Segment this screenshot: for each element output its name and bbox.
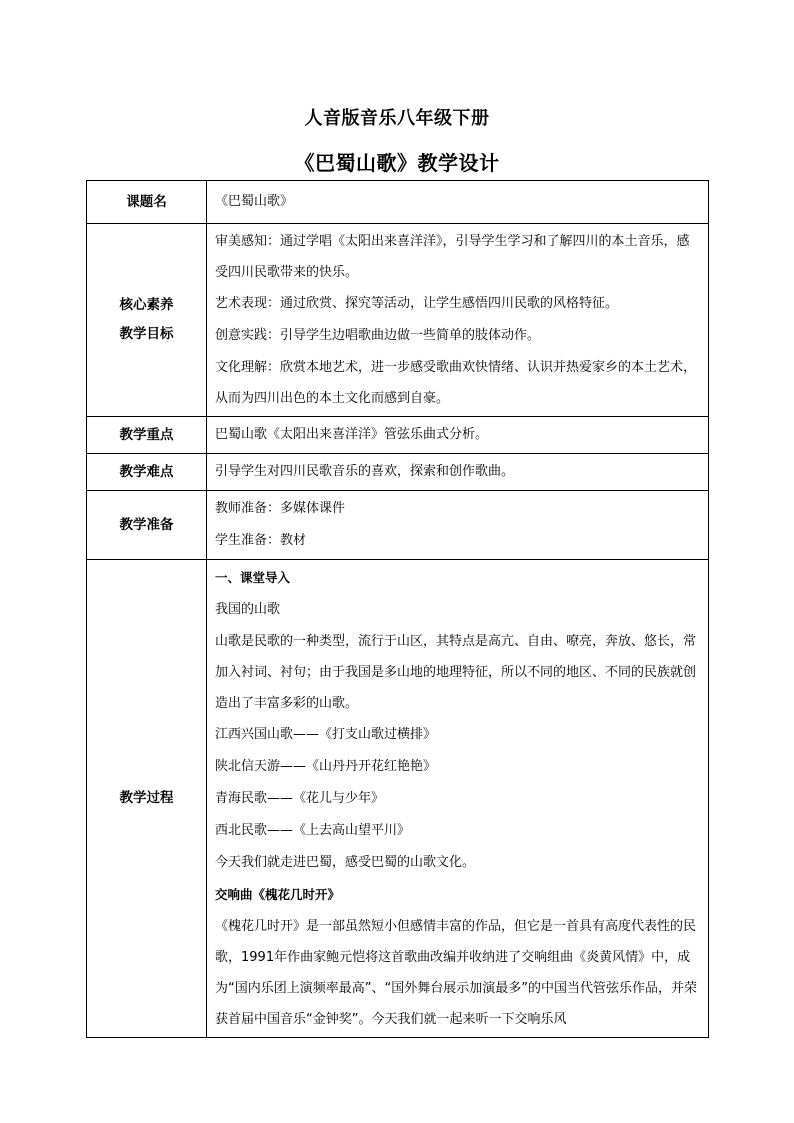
student-preparation: 学生准备：教材 xyxy=(215,533,307,548)
key-points-label: 教学重点 xyxy=(87,417,207,454)
table-row-process xyxy=(87,560,709,1038)
goals-content xyxy=(207,224,709,417)
table-row-key-points xyxy=(87,417,709,454)
key-points-value: 巴蜀山歌《太阳出来喜洋洋》管弦乐曲式分析。 xyxy=(207,417,709,454)
table-row-topic xyxy=(87,181,709,224)
topic-label: 课题名 xyxy=(87,181,207,224)
goal-item: 艺术表现：通过欣赏、探究等活动，让学生感悟四川民歌的风格特征。 xyxy=(215,296,619,311)
section-heading: 一、课堂导入 xyxy=(215,570,291,585)
example-item: 青海民歌——《花儿与少年》 xyxy=(215,791,385,806)
teacher-preparation: 教师准备：多媒体课件 xyxy=(215,501,346,516)
example-item: 陕北信天游——《山丹丹开花红艳艳》 xyxy=(215,759,437,774)
goals-label: 核心素养 教学目标 xyxy=(87,224,207,417)
difficulties-label: 教学难点 xyxy=(87,454,207,491)
preparation-label: 教学准备 xyxy=(87,491,207,560)
process-label: 教学过程 xyxy=(87,560,207,1038)
goal-item: 创意实践：引导学生边唱歌曲边做一些简单的肢体动作。 xyxy=(215,328,541,343)
goal-item: 审美感知：通过学唱《太阳出来喜洋洋》，引导学生学习和了解四川的本土音乐，感受四川民歌带来的快乐。 xyxy=(215,234,690,280)
symphony-heading: 交响曲《槐花几时开》 xyxy=(215,887,341,902)
intro-sentence: 今天我们就走进巴蜀，感受巴蜀的山歌文化。 xyxy=(215,855,476,870)
paragraph: 山歌是民歌的一种类型，流行于山区，其特点是高亢、自由、嘹亮，奔放、悠长，常加入衬词、衬句；由于我国是多山地的地理特征，所以不同的地区、不同的民族就创造出了丰富多彩的山歌。 xyxy=(215,634,697,711)
table-row-preparation xyxy=(87,491,709,560)
table-row-goals xyxy=(87,224,709,417)
example-item: 西北民歌——《上去高山望平川》 xyxy=(215,823,411,838)
difficulties-value: 引导学生对四川民歌音乐的喜欢，探索和创作歌曲。 xyxy=(207,454,709,491)
paragraph: 《槐花几时开》是一部虽然短小但感情丰富的作品，但它是一首具有高度代表性的民歌，1991年作曲家鲍元恺将这首歌曲改编并收纳进了交响组曲《炎黄风情》中，成为“国内乐团上演频率最高”、“国外舞台展示加演最多”的中国当代管弦乐作品，并荣获首届中国音乐“金钟奖”。今天我们就一起来听一下交响乐风 xyxy=(215,919,697,1027)
sub-heading: 我国的山歌 xyxy=(215,602,281,617)
goal-item: 文化理解：欣赏本地艺术，进一步感受歌曲欢快情绪、认识并热爱家乡的本土艺术，从而为四川出色的本土文化而感到自豪。 xyxy=(215,360,697,406)
process-content xyxy=(207,560,709,1038)
document-subtitle: 人音版音乐八年级下册 xyxy=(304,108,490,129)
lesson-plan-table xyxy=(86,180,709,1038)
topic-value: 《巴蜀山歌》 xyxy=(207,181,709,224)
document-title: 《巴蜀山歌》教学设计 xyxy=(294,151,500,175)
table-row-difficulties xyxy=(87,454,709,491)
preparation-content xyxy=(207,491,709,560)
example-item: 江西兴国山歌——《打支山歌过横排》 xyxy=(215,727,437,742)
